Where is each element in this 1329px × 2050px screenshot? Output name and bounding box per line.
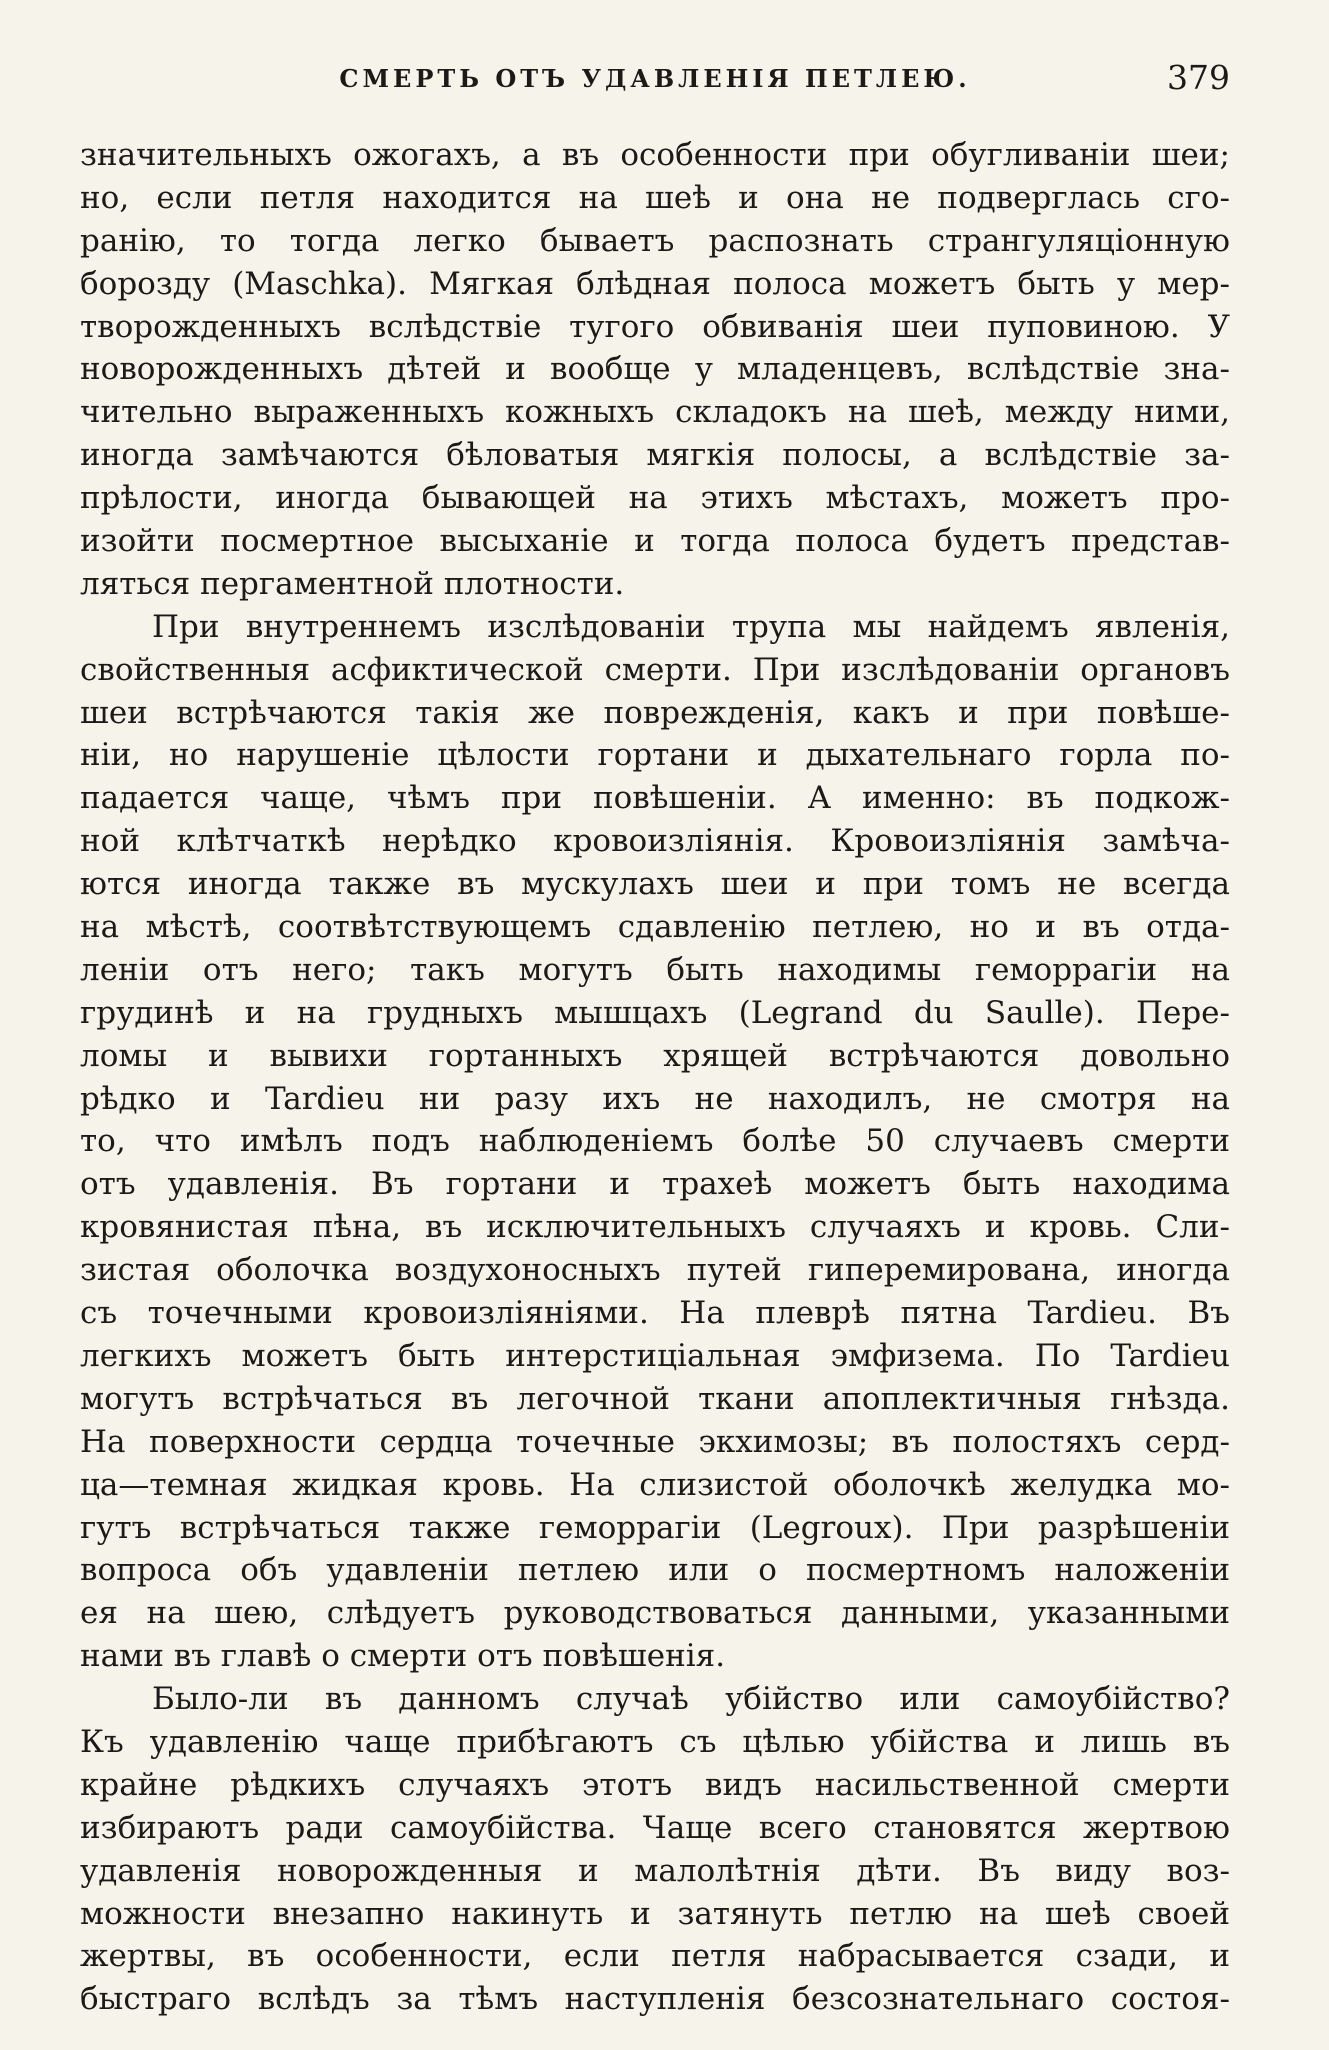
text-line: кровянистая пѣна, въ исключительныхъ случаяхъ и кровь. Сли- xyxy=(80,1209,1230,1246)
page-number: 379 xyxy=(1167,58,1230,97)
text-line: творожденныхъ вслѣдствіе тугого обвиванія шеи пуповиною. У xyxy=(80,308,1230,345)
text-line: Къ удавленію чаще прибѣгаютъ съ цѣлью убійства и лишь въ xyxy=(80,1723,1230,1760)
text-line: Было-ли въ данномъ случаѣ убійство или самоубійство? xyxy=(152,1681,1230,1718)
text-line: ляться пергаментной плотности. xyxy=(80,565,625,602)
text-line: шеи встрѣчаются такія же поврежденія, какъ и при повѣше- xyxy=(80,694,1230,731)
text-line: ца—темная жидкая кровь. На слизистой оболочкѣ желудка мо- xyxy=(80,1466,1230,1503)
running-title: СМЕРТЬ ОТЪ УДАВЛЕНІЯ ПЕТЛЕЮ. xyxy=(339,64,971,93)
text-line: зистая оболочка воздухоносныхъ путей гиперемирована, иногда xyxy=(80,1252,1230,1289)
text-line: свойственныя асфиктической смерти. При изслѣдованіи органовъ xyxy=(80,651,1230,688)
text-line: то, что имѣлъ подъ наблюденіемъ болѣе 50 случаевъ смерти xyxy=(80,1123,1230,1160)
text-line: ной клѣтчаткѣ нерѣдко кровоизліянія. Кровоизліянія замѣча- xyxy=(80,823,1230,860)
text-line: При внутреннемъ изслѣдованіи трупа мы найдемъ явленія, xyxy=(152,608,1230,645)
text-line: избираютъ ради самоубійства. Чаще всего становятся жертвою xyxy=(80,1809,1230,1846)
text-line: на мѣстѣ, соотвѣтствующемъ сдавленію петлею, но и въ отда- xyxy=(80,909,1230,946)
text-line: изойти посмертное высыханіе и тогда полоса будетъ представ- xyxy=(80,523,1230,560)
text-line: ніи, но нарушеніе цѣлости гортани и дыхательнаго горла по- xyxy=(80,737,1230,774)
text-line: но, если петля находится на шеѣ и она не подверглась сго- xyxy=(80,179,1230,216)
paragraph xyxy=(80,1678,1230,2021)
body-text xyxy=(80,134,1230,2021)
text-line: гутъ встрѣчаться также геморрагіи (Legroux). При разрѣшеніи xyxy=(80,1509,1230,1546)
text-line: прѣлости, иногда бывающей на этихъ мѣстахъ, можетъ про- xyxy=(80,480,1230,517)
text-line: нами въ главѣ о смерти отъ повѣшенія. xyxy=(80,1638,726,1675)
text-line: отъ удавленія. Въ гортани и трахеѣ можетъ быть находима xyxy=(80,1166,1230,1203)
text-line: быстраго вслѣдъ за тѣмъ наступленія безсознательнаго состоя- xyxy=(80,1981,1230,2018)
text-line: ея на шею, слѣдуетъ руководствоваться данными, указанными xyxy=(80,1595,1230,1632)
text-line: ранію, то тогда легко бываетъ распознать странгуляціонную xyxy=(80,222,1230,259)
text-line: борозду (Maschka). Мягкая блѣдная полоса можетъ быть у мер- xyxy=(80,265,1230,302)
text-line: крайне рѣдкихъ случаяхъ этотъ видъ насильственной смерти xyxy=(80,1766,1230,1803)
text-line: иногда замѣчаются бѣловатыя мягкія полосы, а вслѣдствіе за- xyxy=(80,437,1230,474)
text-line: новорожденныхъ дѣтей и вообще у младенцевъ, вслѣдствіе зна- xyxy=(80,351,1230,388)
text-line: На поверхности сердца точечные экхимозы; въ полостяхъ серд- xyxy=(80,1423,1230,1460)
text-line: ломы и вывихи гортанныхъ хрящей встрѣчаются довольно xyxy=(80,1037,1230,1074)
text-line: чительно выраженныхъ кожныхъ складокъ на шеѣ, между ними, xyxy=(80,394,1230,431)
text-line: грудинѣ и на грудныхъ мышцахъ (Legrand du Saulle). Пере- xyxy=(80,994,1230,1031)
paragraph xyxy=(80,134,1230,606)
text-line: рѣдко и Tardieu ни разу ихъ не находилъ, не смотря на xyxy=(80,1080,1230,1117)
text-line: удавленія новорожденныя и малолѣтнія дѣти. Въ виду воз- xyxy=(80,1852,1230,1889)
text-line: легкихъ можетъ быть интерстиціальная эмфизема. По Tardieu xyxy=(80,1337,1230,1374)
text-line: падается чаще, чѣмъ при повѣшеніи. А именно: въ подкож- xyxy=(80,780,1230,817)
text-line: съ точечными кровоизліяніями. На плеврѣ пятна Tardieu. Въ xyxy=(80,1295,1230,1332)
text-line: ются иногда также въ мускулахъ шеи и при томъ не всегда xyxy=(80,866,1230,903)
text-line: жертвы, въ особенности, если петля набрасывается сзади, и xyxy=(80,1938,1230,1975)
text-line: могутъ встрѣчаться въ легочной ткани апоплектичныя гнѣзда. xyxy=(80,1380,1230,1417)
text-line: вопроса объ удавленіи петлею или о посмертномъ наложеніи xyxy=(80,1552,1230,1589)
paragraph xyxy=(80,606,1230,1678)
text-line: леніи отъ него; такъ могутъ быть находимы геморрагіи на xyxy=(80,951,1230,988)
text-line: можности внезапно накинуть и затянуть петлю на шеѣ своей xyxy=(80,1895,1230,1932)
text-line: значительныхъ ожогахъ, а въ особенности при обугливаніи шеи; xyxy=(80,137,1230,173)
running-head xyxy=(80,58,1230,102)
